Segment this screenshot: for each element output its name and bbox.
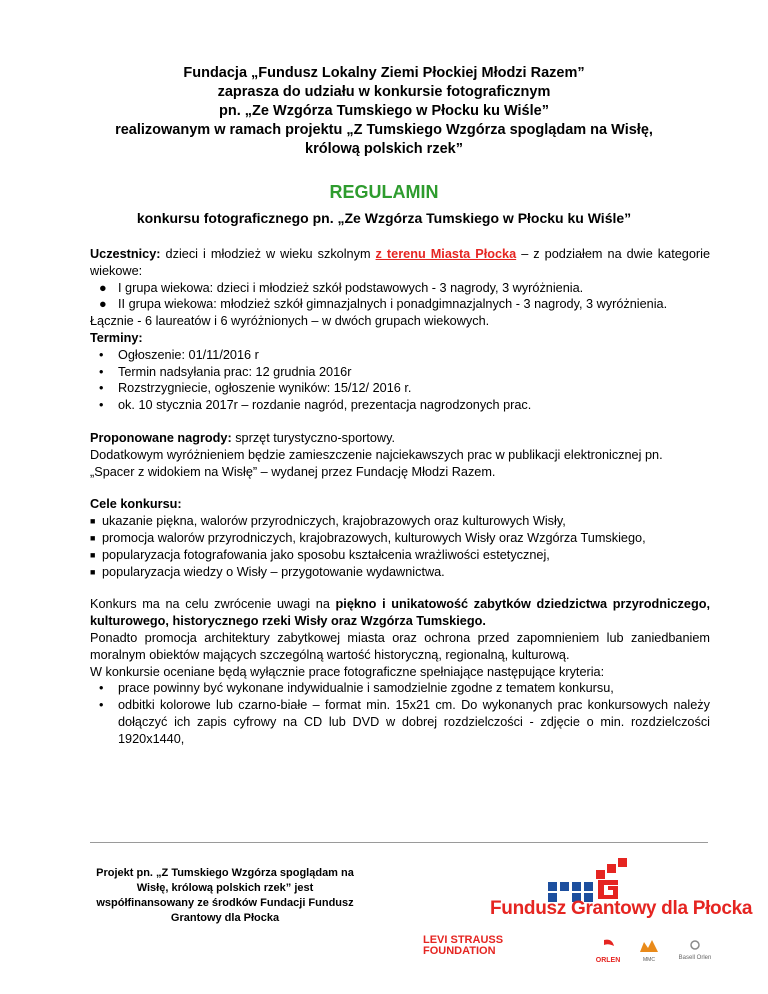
levi-strauss-logo [423,935,503,957]
goal-item: ukazanie piękna, walorów przyrodniczych, krajobrazowych oraz kulturowych Wisły, [102,514,566,529]
header-line-5: królową polskich rzek” [305,141,463,157]
goal-item: popularyzacja wiedzy o Wisły – przygotowanie wydawnictwa. [102,564,445,579]
square-bullet-icon: ■ [90,566,96,577]
list-item [90,296,710,313]
document-body [90,246,710,748]
list-item [90,697,710,747]
list-item [90,364,710,381]
mmc-label: MMC [643,957,655,963]
fundusz-grantowy-title: Fundusz Grantowy dla Płocka [490,898,753,919]
mmc-icon [638,938,660,954]
participants-total: Łącznie - 6 laureatów i 6 wyróżnionych – w dwóch grupach wiekowych. [90,314,490,329]
header-line-2: zaprasza do udziału w konkursie fotograficznym [217,84,551,100]
criteria-intro: W konkursie oceniane będą wyłącznie prace fotograficzne spełniające następujące kryteria: [90,664,605,679]
footer-project-info: Projekt pn. „Z Tumskiego Wzgórza spoglądam na Wisłę, królową polskich rzek” jest współfinansowany ze środków Fundacji Fundusz Grantowy dla Płocka [96,867,354,924]
basell-orlen-logo [672,938,718,960]
goal-item: popularyzacja fotografowania jako sposobu kształcenia wrażliwości estetycznej, [102,547,550,562]
fundusz-grantowy-logo-icon [490,856,753,936]
bullet-icon: • [99,698,104,713]
aim-bold: piękno i unikatowość zabytków dziedzictwa przyrodniczego, kulturowego, historycznego rzeki Wisły oraz Wzgórza Tumskiego. [90,597,710,629]
goals-label: Cele konkursu: [90,497,182,512]
goals-list [90,513,710,580]
header-line-4: realizowanym w ramach projektu „Z Tumskiego Wzgórza spoglądam na Wisłę, [115,122,653,138]
participants-highlight: z terenu Miasta Płocka [375,247,517,261]
criterion-item: odbitki kolorowe lub czarno-białe – format min. 15x21 cm. Do wykonanych prac konkursowych należy dołączyć ich zapis cyfrowy na CD lub DVD w dobrej rozdzielczości - zdjęcie o min. rozdzielczości 1920x1440, [118,698,710,746]
participants-paragraph [90,246,710,280]
terms-list [90,347,710,414]
terms-label: Terminy: [90,330,143,345]
list-item [90,280,710,297]
list-item [90,513,710,530]
prizes-label: Proponowane nagrody: [90,430,232,445]
mmc-logo [638,938,660,963]
term-item: ok. 10 stycznia 2017r – rozdanie nagród, prezentacja nagrodzonych prac. [118,398,532,413]
square-bullet-icon: ■ [90,549,96,560]
goal-item: promocja walorów przyrodniczych, krajobrazowych, kulturowych Wisły oraz Wzgórza Tumskiego, [102,530,646,545]
bullet-icon: • [99,398,104,413]
bullet-icon: • [99,347,104,362]
prizes-extra: Dodatkowym wyróżnieniem będzie zamieszczenie najciekawszych prac w publikacji elektronicznej pn. „Spacer z widokiem na Wisłę” – wydanej przez Fundację Młodzi Razem. [90,447,663,479]
list-item [90,530,710,547]
bullet-icon: • [99,364,104,379]
list-item [90,347,710,364]
header-line-1: Fundacja „Fundusz Lokalny Ziemi Płockiej Młodzi Razem” [183,65,585,81]
promo-paragraph: Ponadto promocja architektury zabytkowej miasta oraz ochrona przed zapomnieniem lub zaniedbaniem moralnym obiektów mających szczególną wartość historyczną, regionalną, kulturową. [90,630,710,662]
bullet-icon: • [99,381,104,396]
list-item [90,547,710,564]
age-group-1: I grupa wiekowa: dzieci i młodzież szkół podstawowych - 3 nagrody, 3 wyróżnienia. [118,280,584,295]
prizes-paragraph [90,430,710,447]
term-item: Termin nadsyłania prac: 12 grudnia 2016r [118,364,352,379]
list-item [90,680,710,697]
header-line-3: pn. „Ze Wzgórza Tumskiego w Płocku ku Wiśle” [219,103,549,119]
square-bullet-icon: ■ [90,516,96,527]
list-item [90,564,710,581]
orlen-label: ORLEN [595,957,621,964]
bullet-icon: ● [99,297,107,312]
aim-paragraph [90,596,710,630]
invitation-header [60,64,708,159]
orlen-logo [590,938,626,964]
criteria-list [90,680,710,747]
age-group-2: II grupa wiekowa: młodzież szkół gimnazjalnych i ponadgimnazjalnych - 3 nagrody, 3 wyróżnienia. [118,297,668,312]
levi-line-1: LEVI STRAUSS [423,934,504,946]
participants-text-before: dzieci i młodzież w wieku szkolnym [160,247,376,261]
criterion-item: prace powinny być wykonane indywidualnie i samodzielnie zgodne z tematem konkursu, [118,681,614,696]
age-groups-list [90,280,710,314]
prizes-text: sprzęt turystyczno-sportowy. [231,430,396,445]
basell-orlen-icon [672,938,718,952]
levi-line-2: FOUNDATION [423,945,496,957]
regulamin-title: REGULAMIN [329,182,439,202]
square-bullet-icon: ■ [90,532,96,543]
list-item [90,397,710,414]
bullet-icon: • [99,681,104,696]
aim-text: Konkurs ma na celu zwrócenie uwagi na [90,597,336,612]
regulamin-subtitle: konkursu fotograficznego pn. „Ze Wzgórza Tumskiego w Płocku ku Wiśle” [136,210,632,226]
participants-text-after: – z podziałem na dwie kategorie wiekowe: [90,247,711,278]
basell-orlen-label: Basell Orlen [678,955,712,961]
term-item: Rozstrzygniecie, ogłoszenie wyników: 15/12/ 2016 r. [118,381,412,396]
footer-divider [90,842,708,843]
list-item [90,380,710,397]
term-item: Ogłoszenie: 01/11/2016 r [118,347,259,362]
participants-label: Uczestnicy: [90,247,161,261]
orlen-icon [590,938,626,954]
bullet-icon: ● [99,280,107,295]
